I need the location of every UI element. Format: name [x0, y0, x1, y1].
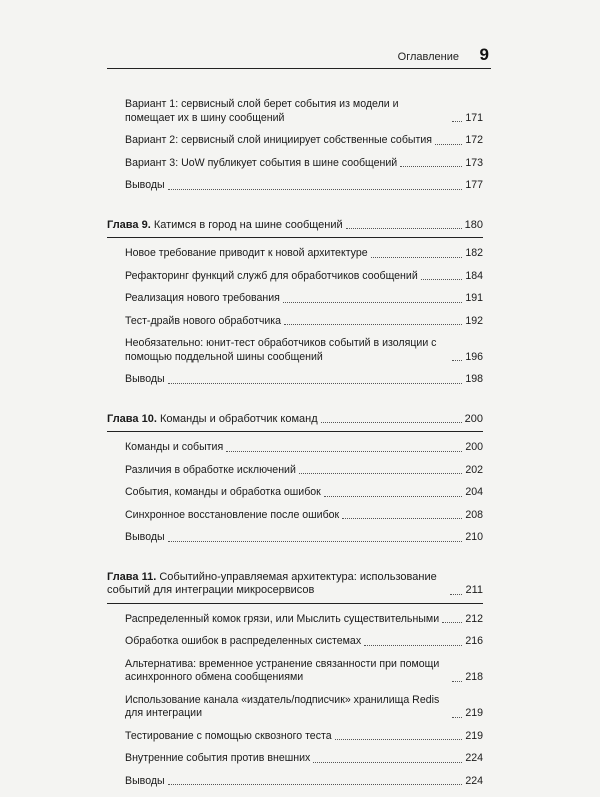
toc-entry[interactable]: [107, 98, 483, 125]
toc-entry[interactable]: [107, 373, 483, 387]
chapter-divider: [107, 603, 483, 604]
toc-entry-text: Выводы: [125, 179, 165, 191]
running-header-title: Оглавление: [397, 51, 459, 63]
chapter-divider: [107, 431, 483, 432]
toc-entry[interactable]: [107, 635, 483, 649]
toc-entry-text: Реализация нового требования: [125, 292, 280, 304]
toc-entry[interactable]: [107, 509, 483, 523]
chapter-heading: [107, 571, 447, 598]
toc-entry-text: Рефакторинг функций служб для обработчиков сообщений: [125, 269, 418, 282]
toc-entry[interactable]: [107, 658, 483, 685]
chapter-label: Глава 10.: [107, 412, 157, 425]
chapter-title: Событийно-управляемая архитектура: использование событий для интеграции микросервисов: [107, 570, 437, 596]
toc-entry-text: Синхронное восстановление после ошибок: [125, 508, 340, 521]
dot-leader: [283, 301, 462, 303]
dot-leader: [342, 517, 462, 519]
toc-entry-page: 171: [465, 111, 483, 124]
dot-leader: [324, 495, 462, 497]
toc-entry-text: Использование канала «издатель/подписчик» хранилища Redis для интеграции: [125, 693, 440, 719]
toc-entry[interactable]: [107, 441, 483, 455]
chapter-title: Команды и обработчик команд: [159, 412, 318, 425]
toc-entry[interactable]: [107, 134, 483, 148]
toc-entry-page: 198: [465, 373, 483, 385]
dot-leader: [452, 680, 462, 682]
dot-leader: [168, 382, 463, 384]
dot-leader: [321, 421, 462, 423]
toc-entry[interactable]: [107, 752, 483, 766]
toc-entry-text: Вариант 3: UoW публикует события в шине сообщений: [125, 156, 398, 169]
toc-entry-page: 218: [465, 671, 483, 683]
chapter-page: 180: [464, 218, 483, 231]
dot-leader: [435, 143, 462, 145]
toc-entry[interactable]: [107, 337, 483, 364]
dot-leader: [335, 738, 463, 740]
toc-entry-page: 172: [465, 134, 483, 146]
chapter-heading: [107, 219, 343, 233]
toc-entry[interactable]: [107, 157, 483, 171]
dot-leader: [364, 644, 462, 646]
toc-entry-page: 224: [465, 752, 483, 764]
chapter-9-entry[interactable]: [107, 219, 483, 233]
dot-leader: [168, 188, 463, 190]
toc-entry-text: Выводы: [125, 373, 165, 385]
toc-entry[interactable]: [107, 270, 483, 284]
toc-entry[interactable]: [107, 486, 483, 500]
toc-entry-text: Необязательно: юнит-тест обработчиков событий в изоляции с помощью поддельной шины сообщений: [125, 337, 437, 363]
toc-entry-page: 196: [465, 350, 483, 363]
toc-entry-page: 219: [465, 707, 483, 719]
toc-entry-page: 219: [465, 729, 483, 742]
dot-leader: [284, 323, 462, 325]
toc-entry-text: События, команды и обработка ошибок: [125, 486, 321, 498]
chapter-label: Глава 11.: [107, 570, 157, 583]
toc-entry[interactable]: [107, 292, 483, 306]
dot-leader: [168, 783, 463, 785]
chapter-label: Глава 9.: [107, 218, 151, 231]
chapter-11-entry[interactable]: [107, 571, 483, 598]
dot-leader: [452, 359, 462, 361]
dot-leader: [313, 761, 462, 763]
toc-entry-text: Внутренние события против внешних: [125, 752, 311, 764]
page-number: 9: [479, 45, 489, 64]
dot-leader: [452, 716, 462, 718]
chapter-title: Катимся в город на шине сообщений: [153, 218, 343, 231]
toc-entry-text: Тест-драйв нового обработчика: [125, 314, 282, 327]
running-header: [107, 46, 491, 69]
chapter-10-entry[interactable]: [107, 413, 483, 427]
chapter-divider: [107, 237, 483, 238]
toc-entry[interactable]: [107, 464, 483, 478]
table-of-contents: [107, 98, 483, 797]
toc-entry[interactable]: [107, 179, 483, 193]
toc-entry-text: Вариант 2: сервисный слой инициирует собственные события: [125, 134, 433, 146]
dot-leader: [226, 450, 462, 452]
toc-entry-text: Выводы: [125, 531, 165, 543]
toc-entry-page: 191: [465, 292, 483, 304]
toc-entry-text: Различия в обработке исключений: [125, 463, 296, 476]
toc-entry-text: Распределенный комок грязи, или Мыслить существительными: [125, 612, 440, 625]
toc-entry-text: Тестирование с помощью сквозного теста: [125, 729, 332, 742]
dot-leader: [421, 278, 463, 280]
toc-entry[interactable]: [107, 694, 483, 721]
toc-entry-text: Обработка ошибок в распределенных системах: [125, 635, 362, 647]
toc-entry-page: 173: [465, 156, 483, 169]
toc-entry-page: 212: [465, 612, 483, 625]
toc-entry-text: Новое требование приводит к новой архитектуре: [125, 247, 368, 259]
toc-entry[interactable]: [107, 730, 483, 744]
toc-entry-text: Вариант 1: сервисный слой берет события из модели и помещает их в шину сообщений: [125, 98, 399, 124]
toc-entry[interactable]: [107, 613, 483, 627]
toc-entry-page: 184: [465, 269, 483, 282]
toc-entry[interactable]: [107, 315, 483, 329]
chapter-page: 200: [464, 412, 483, 425]
toc-entry-page: 208: [465, 508, 483, 521]
toc-entry-text: Альтернатива: временное устранение связанности при помощи асинхронного обмена сообщениями: [125, 657, 440, 683]
toc-entry-page: 200: [465, 441, 483, 453]
dot-leader: [346, 227, 462, 229]
toc-entry[interactable]: [107, 247, 483, 261]
toc-entry[interactable]: [107, 775, 483, 789]
dot-leader: [450, 593, 462, 595]
toc-entry-page: 202: [465, 463, 483, 476]
toc-entry[interactable]: [107, 531, 483, 545]
toc-entry-text: Выводы: [125, 774, 165, 787]
dot-leader: [371, 256, 463, 258]
dot-leader: [452, 120, 462, 122]
chapter-page: 211: [465, 584, 483, 596]
toc-entry-page: 210: [465, 531, 483, 543]
toc-entry-page: 224: [465, 774, 483, 787]
chapter-heading: [107, 413, 318, 427]
dot-leader: [442, 621, 462, 623]
dot-leader: [299, 472, 462, 474]
toc-entry-page: 216: [465, 635, 483, 647]
toc-entry-page: 182: [465, 247, 483, 259]
toc-entry-page: 204: [465, 486, 483, 498]
toc-entry-page: 177: [465, 179, 483, 191]
dot-leader: [168, 540, 463, 542]
dot-leader: [400, 165, 462, 167]
toc-entry-page: 192: [465, 314, 483, 327]
toc-entry-text: Команды и события: [125, 441, 224, 453]
